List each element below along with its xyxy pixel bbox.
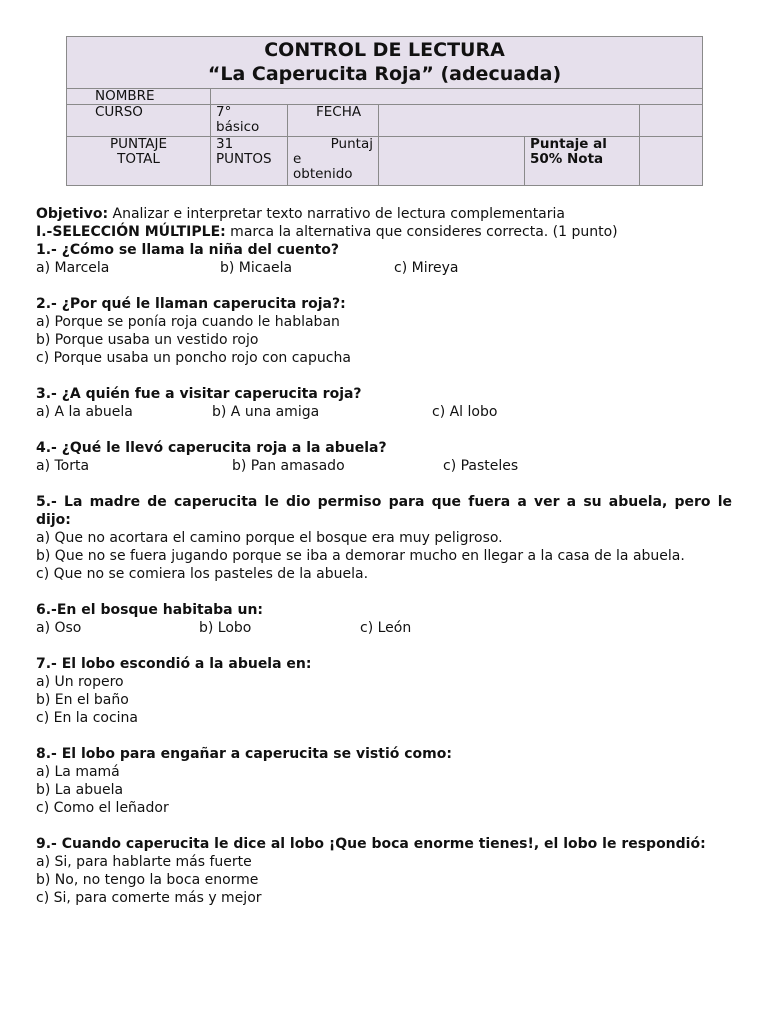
puntaje-total-label — [67, 137, 211, 186]
puntaje-obtenido-line-3: obtenido — [293, 166, 353, 182]
fecha-field[interactable] — [379, 105, 640, 137]
question-8 — [36, 745, 732, 817]
option-a[interactable]: a) La mamá — [36, 764, 120, 780]
question-text: 4.- ¿Qué le llevó caperucita roja a la abuela? — [36, 440, 387, 456]
option-b[interactable]: b) No, no tengo la boca enorme — [36, 872, 259, 888]
title-row — [67, 37, 703, 89]
question-text: 8.- El lobo para engañar a caperucita se vistió como: — [36, 746, 452, 762]
option-b[interactable]: b) Que no se fuera jugando porque se iba a demorar mucho en llegar a la casa de la abuela. — [36, 548, 685, 564]
option-b[interactable]: b) Lobo — [199, 620, 252, 636]
option-c[interactable]: c) Que no se comiera los pasteles de la abuela. — [36, 566, 369, 582]
worksheet-content — [36, 205, 732, 907]
puntaje-obtenido-line-2: e — [293, 151, 302, 167]
objective — [36, 205, 732, 223]
question-7 — [36, 655, 732, 727]
question-text: 9.- Cuando caperucita le dice al lobo ¡Que boca enorme tienes!, el lobo le respondió: — [36, 836, 706, 852]
option-b[interactable]: b) La abuela — [36, 782, 124, 798]
curso-value-line-1: 7° — [216, 104, 232, 120]
option-a[interactable]: a) Un ropero — [36, 674, 124, 690]
option-a[interactable]: a) Torta — [36, 458, 90, 474]
option-a[interactable]: a) Marcela — [36, 260, 110, 276]
puntaje-obtenido-label — [288, 137, 379, 186]
puntaje-obtenido-line-1: Puntaj — [330, 136, 373, 152]
page-subtitle: “La Caperucita Roja” (adecuada) — [207, 63, 562, 85]
options-row — [36, 259, 732, 277]
options-row — [36, 403, 732, 421]
header-table — [66, 36, 703, 186]
question-9 — [36, 835, 732, 907]
question-3 — [36, 385, 732, 421]
options-row — [36, 457, 732, 475]
question-5 — [36, 493, 732, 583]
section-label: I.-SELECCIÓN MÚLTIPLE: — [36, 224, 226, 240]
curso-value — [211, 105, 288, 137]
puntaje-total-value-line-2: PUNTOS — [216, 151, 272, 167]
question-text: 2.- ¿Por qué le llaman caperucita roja?: — [36, 296, 346, 312]
question-text: 5.- La madre de caperucita le dio permiso para que fuera a ver a su abuela, pero le dijo: — [36, 494, 732, 528]
option-c[interactable]: c) En la cocina — [36, 710, 138, 726]
curso-value-line-2: básico — [216, 119, 260, 135]
option-a[interactable]: a) Que no acortara el camino porque el bosque era muy peligroso. — [36, 530, 503, 546]
option-c[interactable]: c) León — [360, 620, 412, 636]
puntaje-total-value — [211, 137, 288, 186]
page-title: CONTROL DE LECTURA — [264, 39, 505, 61]
puntaje-total-value-line-1: 31 — [216, 136, 234, 152]
objective-text: Analizar e interpretar texto narrativo de lectura complementaria — [108, 206, 565, 222]
puntaje-row — [67, 137, 703, 186]
question-4 — [36, 439, 732, 475]
section-instructions — [36, 223, 732, 241]
nombre-field[interactable] — [211, 89, 703, 105]
option-b[interactable]: b) Porque usaba un vestido rojo — [36, 332, 259, 348]
options-row — [36, 619, 732, 637]
question-text: 6.-En el bosque habitaba un: — [36, 602, 264, 618]
title-cell — [67, 37, 703, 89]
option-c[interactable]: c) Al lobo — [432, 404, 498, 420]
question-text: 1.- ¿Cómo se llama la niña del cuento? — [36, 242, 340, 258]
option-b[interactable]: b) A una amiga — [212, 404, 320, 420]
option-a[interactable]: a) Porque se ponía roja cuando le hablaban — [36, 314, 340, 330]
fecha-label: FECHA — [288, 105, 379, 137]
curso-label: CURSO — [67, 105, 211, 137]
nota-field[interactable] — [640, 137, 703, 186]
option-a[interactable]: a) Si, para hablarte más fuerte — [36, 854, 252, 870]
nombre-row — [67, 89, 703, 105]
option-b[interactable]: b) Pan amasado — [232, 458, 345, 474]
option-a[interactable]: a) Oso — [36, 620, 82, 636]
question-6 — [36, 601, 732, 637]
puntaje-obtenido-field[interactable] — [379, 137, 525, 186]
option-c[interactable]: c) Porque usaba un poncho rojo con capucha — [36, 350, 351, 366]
question-1 — [36, 241, 732, 277]
puntaje-50-line-2: 50% Nota — [530, 151, 604, 167]
puntaje-total-line-1: PUNTAJE — [109, 136, 168, 152]
question-text: 3.- ¿A quién fue a visitar caperucita roja? — [36, 386, 362, 402]
option-b[interactable]: b) En el baño — [36, 692, 129, 708]
objective-label: Objetivo: — [36, 206, 109, 222]
curso-row — [67, 105, 703, 137]
option-c[interactable]: c) Como el leñador — [36, 800, 169, 816]
nombre-label: NOMBRE — [67, 89, 211, 105]
question-2 — [36, 295, 732, 367]
option-b[interactable]: b) Micaela — [220, 260, 293, 276]
puntaje-total-line-2: TOTAL — [117, 151, 160, 167]
option-a[interactable]: a) A la abuela — [36, 404, 133, 420]
curso-extra-field[interactable] — [640, 105, 703, 137]
question-text: 7.- El lobo escondió a la abuela en: — [36, 656, 312, 672]
section-text: marca la alternativa que consideres correcta. (1 punto) — [225, 224, 618, 240]
option-c[interactable]: c) Pasteles — [443, 458, 519, 474]
puntaje-50-line-1: Puntaje al — [530, 136, 607, 152]
option-c[interactable]: c) Mireya — [394, 260, 459, 276]
option-c[interactable]: c) Si, para comerte más y mejor — [36, 890, 262, 906]
puntaje-50-label — [525, 137, 640, 186]
